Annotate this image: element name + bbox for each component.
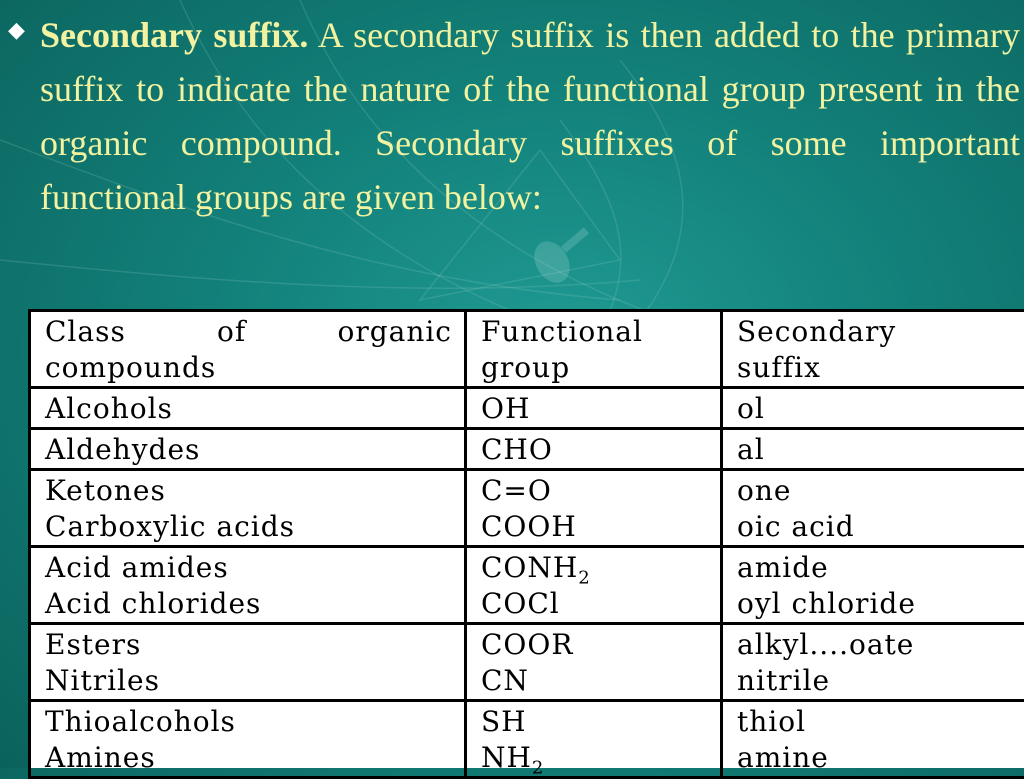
- suffix-cell-line: al: [737, 432, 1012, 468]
- group-cell-line: $NH_2$: [481, 740, 708, 776]
- table-row: [30, 624, 1024, 701]
- suffix-cell-line: amide: [737, 550, 1012, 586]
- bullet-point: [8, 8, 1020, 224]
- class-cell: [30, 470, 466, 547]
- header-suffix-cell-line: suffix: [737, 350, 1012, 386]
- class-cell: [30, 429, 466, 470]
- class-cell-line: Acid amides: [45, 550, 452, 586]
- suffix-cell: [722, 429, 1024, 470]
- class-cell-line: Ketones: [45, 473, 452, 509]
- header-suffix-cell-line: Secondary: [737, 314, 1012, 350]
- class-cell: [30, 624, 466, 701]
- header-class-cell: [30, 311, 466, 388]
- suffix-cell-line: nitrile: [737, 663, 1012, 699]
- class-cell-line: Aldehydes: [45, 432, 452, 468]
- group-cell-line: COOH: [481, 509, 708, 545]
- group-cell: [466, 547, 722, 624]
- suffix-table-body: [30, 311, 1024, 778]
- table-row: [30, 388, 1024, 429]
- group-cell: [466, 701, 722, 778]
- suffix-table: [28, 309, 1024, 779]
- header-group-cell-line: group: [481, 350, 708, 386]
- group-cell-line: COOR: [481, 627, 708, 663]
- table-row: [30, 547, 1024, 624]
- suffix-cell-line: alkyl....oate: [737, 627, 1012, 663]
- class-cell-line: Carboxylic acids: [45, 509, 452, 545]
- class-cell: [30, 701, 466, 778]
- table-row: [30, 470, 1024, 547]
- table-header-row: [30, 311, 1024, 388]
- class-cell-line: Nitriles: [45, 663, 452, 699]
- class-cell-line: Esters: [45, 627, 452, 663]
- group-cell-line: $CONH_2$: [481, 550, 708, 586]
- class-cell-line: Acid chlorides: [45, 586, 452, 622]
- group-cell-line: OH: [481, 391, 708, 427]
- class-cell: [30, 388, 466, 429]
- group-cell-line: CN: [481, 663, 708, 699]
- header-suffix-cell: [722, 311, 1024, 388]
- header-class-cell-line: compounds: [45, 350, 452, 386]
- class-cell: [30, 547, 466, 624]
- group-cell-line: SH: [481, 704, 708, 740]
- group-cell: [466, 624, 722, 701]
- suffix-cell: [722, 701, 1024, 778]
- group-cell-line: CHO: [481, 432, 708, 468]
- suffix-cell-line: one: [737, 473, 1012, 509]
- header-class-cell-line: Class of organic: [45, 314, 452, 350]
- suffix-cell-line: amine: [737, 740, 1012, 776]
- table-row: [30, 429, 1024, 470]
- class-cell-line: Thioalcohols: [45, 704, 452, 740]
- suffix-cell: [722, 624, 1024, 701]
- group-cell-line: COCl: [481, 586, 708, 622]
- bullet-paragraph: [40, 8, 1020, 224]
- group-cell: [466, 388, 722, 429]
- group-cell: [466, 470, 722, 547]
- class-cell-line: Alcohols: [45, 391, 452, 427]
- diamond-icon: ◆: [8, 20, 30, 42]
- bullet-lead: Secondary suffix.: [40, 15, 308, 55]
- table-row: [30, 701, 1024, 778]
- group-cell-line: C=O: [481, 473, 708, 509]
- suffix-cell: [722, 547, 1024, 624]
- suffix-cell-line: oyl chloride: [737, 586, 1012, 622]
- suffix-cell: [722, 388, 1024, 429]
- suffix-table-container: [28, 309, 1024, 768]
- suffix-cell-line: ol: [737, 391, 1012, 427]
- header-group-cell: [466, 311, 722, 388]
- suffix-cell-line: oic acid: [737, 509, 1012, 545]
- bullet-text: A secondary suffix is then added to the primary suffix to indicate the nature of the functional group present in the organic compound. Secondary suffixes of some important functional groups are given below:: [40, 15, 1020, 217]
- header-group-cell-line: Functional: [481, 314, 708, 350]
- class-cell-line: Amines: [45, 740, 452, 776]
- group-cell: [466, 429, 722, 470]
- suffix-cell: [722, 470, 1024, 547]
- suffix-cell-line: thiol: [737, 704, 1012, 740]
